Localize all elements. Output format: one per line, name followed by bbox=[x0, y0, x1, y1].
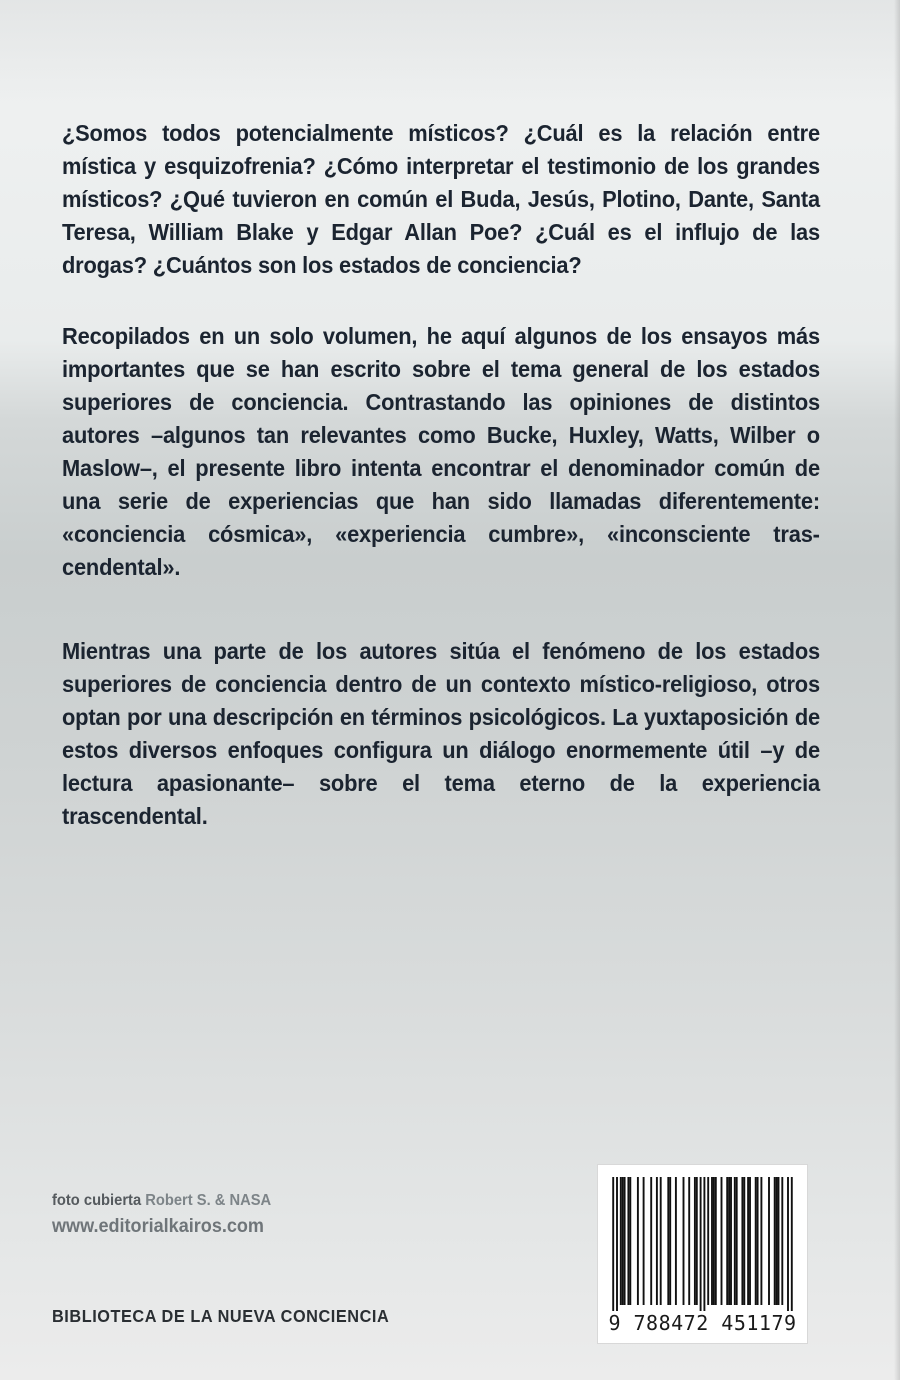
barcode-bar bbox=[768, 1177, 770, 1305]
collection-name: BIBLIOTECA DE LA NUEVA CONCIENCIA bbox=[52, 1306, 390, 1326]
barcode-bar bbox=[730, 1177, 732, 1305]
barcode-bar bbox=[715, 1177, 717, 1305]
barcode-bar bbox=[688, 1177, 690, 1305]
barcode-bar bbox=[629, 1177, 631, 1305]
barcode-bar bbox=[741, 1177, 743, 1305]
barcode-bar bbox=[660, 1177, 662, 1305]
cover-photo-haze bbox=[0, 0, 900, 110]
barcode-bar bbox=[643, 1177, 645, 1305]
barcode-bar bbox=[669, 1177, 671, 1305]
photo-credit-label: foto cubierta bbox=[52, 1192, 142, 1209]
barcode-bar bbox=[781, 1177, 783, 1305]
barcode-bar bbox=[620, 1177, 622, 1305]
barcode-bar bbox=[774, 1177, 776, 1305]
barcode-bar bbox=[703, 1177, 705, 1311]
barcode-bar bbox=[612, 1177, 614, 1311]
barcode-bar bbox=[755, 1177, 757, 1305]
barcode-bar bbox=[683, 1177, 685, 1305]
credits-block bbox=[52, 1190, 290, 1242]
barcode-bars bbox=[598, 1165, 807, 1311]
barcode-bar bbox=[776, 1177, 778, 1305]
barcode-bar bbox=[667, 1177, 669, 1305]
isbn-digits: 9 788472 451179 bbox=[608, 1311, 797, 1335]
barcode-bar bbox=[675, 1177, 677, 1305]
barcode-bar bbox=[707, 1177, 709, 1305]
barcode-bar bbox=[747, 1177, 749, 1305]
barcode-bar bbox=[622, 1177, 624, 1305]
barcode-bar bbox=[650, 1177, 652, 1305]
barcode-bar bbox=[743, 1177, 745, 1305]
blurb-paragraph-3: Mientras una parte de los autores sitúa el fenómeno de los estados superiores de conciencia dentro de un contexto místico-religioso, otros optan por una descripción en términos psicológicos. La yuxtaposición de estos diversos enfoques configura un diálogo enormemente útil –y de lectura apasionante– sobre el tema eterno de la experiencia trascendental. bbox=[62, 638, 820, 829]
photo-credit-names: Robert S. & NASA bbox=[145, 1192, 272, 1209]
blurb-paragraph-2: Recopilados en un solo volumen, he aquí algunos de los ensayos más importantes que se han escrito sobre el tema general de los estados superiores de conciencia. Contrastando las opiniones de distintos autores –algunos tan relevantes como Bucke, Huxley, Watts, Wilber o Maslow–, el presente libro intenta encontrar el denominador común de una serie de experiencias que han sido llamadas diferentemente: «conciencia cósmica», «experiencia cumbre», «inconsciente trascendental». bbox=[62, 323, 820, 580]
barcode-bar bbox=[616, 1177, 618, 1311]
barcode-bar bbox=[791, 1177, 793, 1311]
barcode-bar bbox=[787, 1177, 789, 1311]
publisher-website: www.editorialkairos.com bbox=[52, 1216, 264, 1237]
barcode-bar bbox=[627, 1177, 629, 1305]
barcode-bar bbox=[624, 1177, 626, 1305]
barcode-bar bbox=[778, 1177, 780, 1305]
isbn-barcode bbox=[597, 1164, 808, 1344]
barcode-bar bbox=[734, 1177, 736, 1305]
cover-edge-shadow bbox=[894, 0, 900, 1380]
barcode-bar bbox=[711, 1177, 713, 1305]
barcode-bar bbox=[700, 1177, 702, 1311]
blurb-paragraph-1: ¿Somos todos potencialmente místicos? ¿Cuál es la relación entre mística y esquizofrenia? ¿Cómo interpretar el testimonio de los grandes místicos? ¿Qué tuvieron en común el Buda, Jesús, Plotino, Dante, Santa Teresa, William Blake y Edgar Allan Poe? ¿Cuál es el influjo de las drogas? ¿Cuántos son los estados de conciencia? bbox=[62, 120, 820, 278]
barcode-bar bbox=[757, 1177, 759, 1305]
barcode-bar bbox=[656, 1177, 658, 1305]
photo-credit bbox=[52, 1190, 271, 1212]
barcode-bar bbox=[728, 1177, 730, 1305]
barcode-bar bbox=[713, 1177, 715, 1305]
barcode-bar bbox=[736, 1177, 738, 1305]
barcode-bar bbox=[726, 1177, 728, 1305]
barcode-bar bbox=[696, 1177, 698, 1305]
barcode-bar bbox=[637, 1177, 639, 1305]
barcode-bar bbox=[694, 1177, 696, 1305]
barcode-bar bbox=[749, 1177, 751, 1305]
barcode-bar bbox=[760, 1177, 762, 1305]
barcode-bar bbox=[721, 1177, 723, 1305]
